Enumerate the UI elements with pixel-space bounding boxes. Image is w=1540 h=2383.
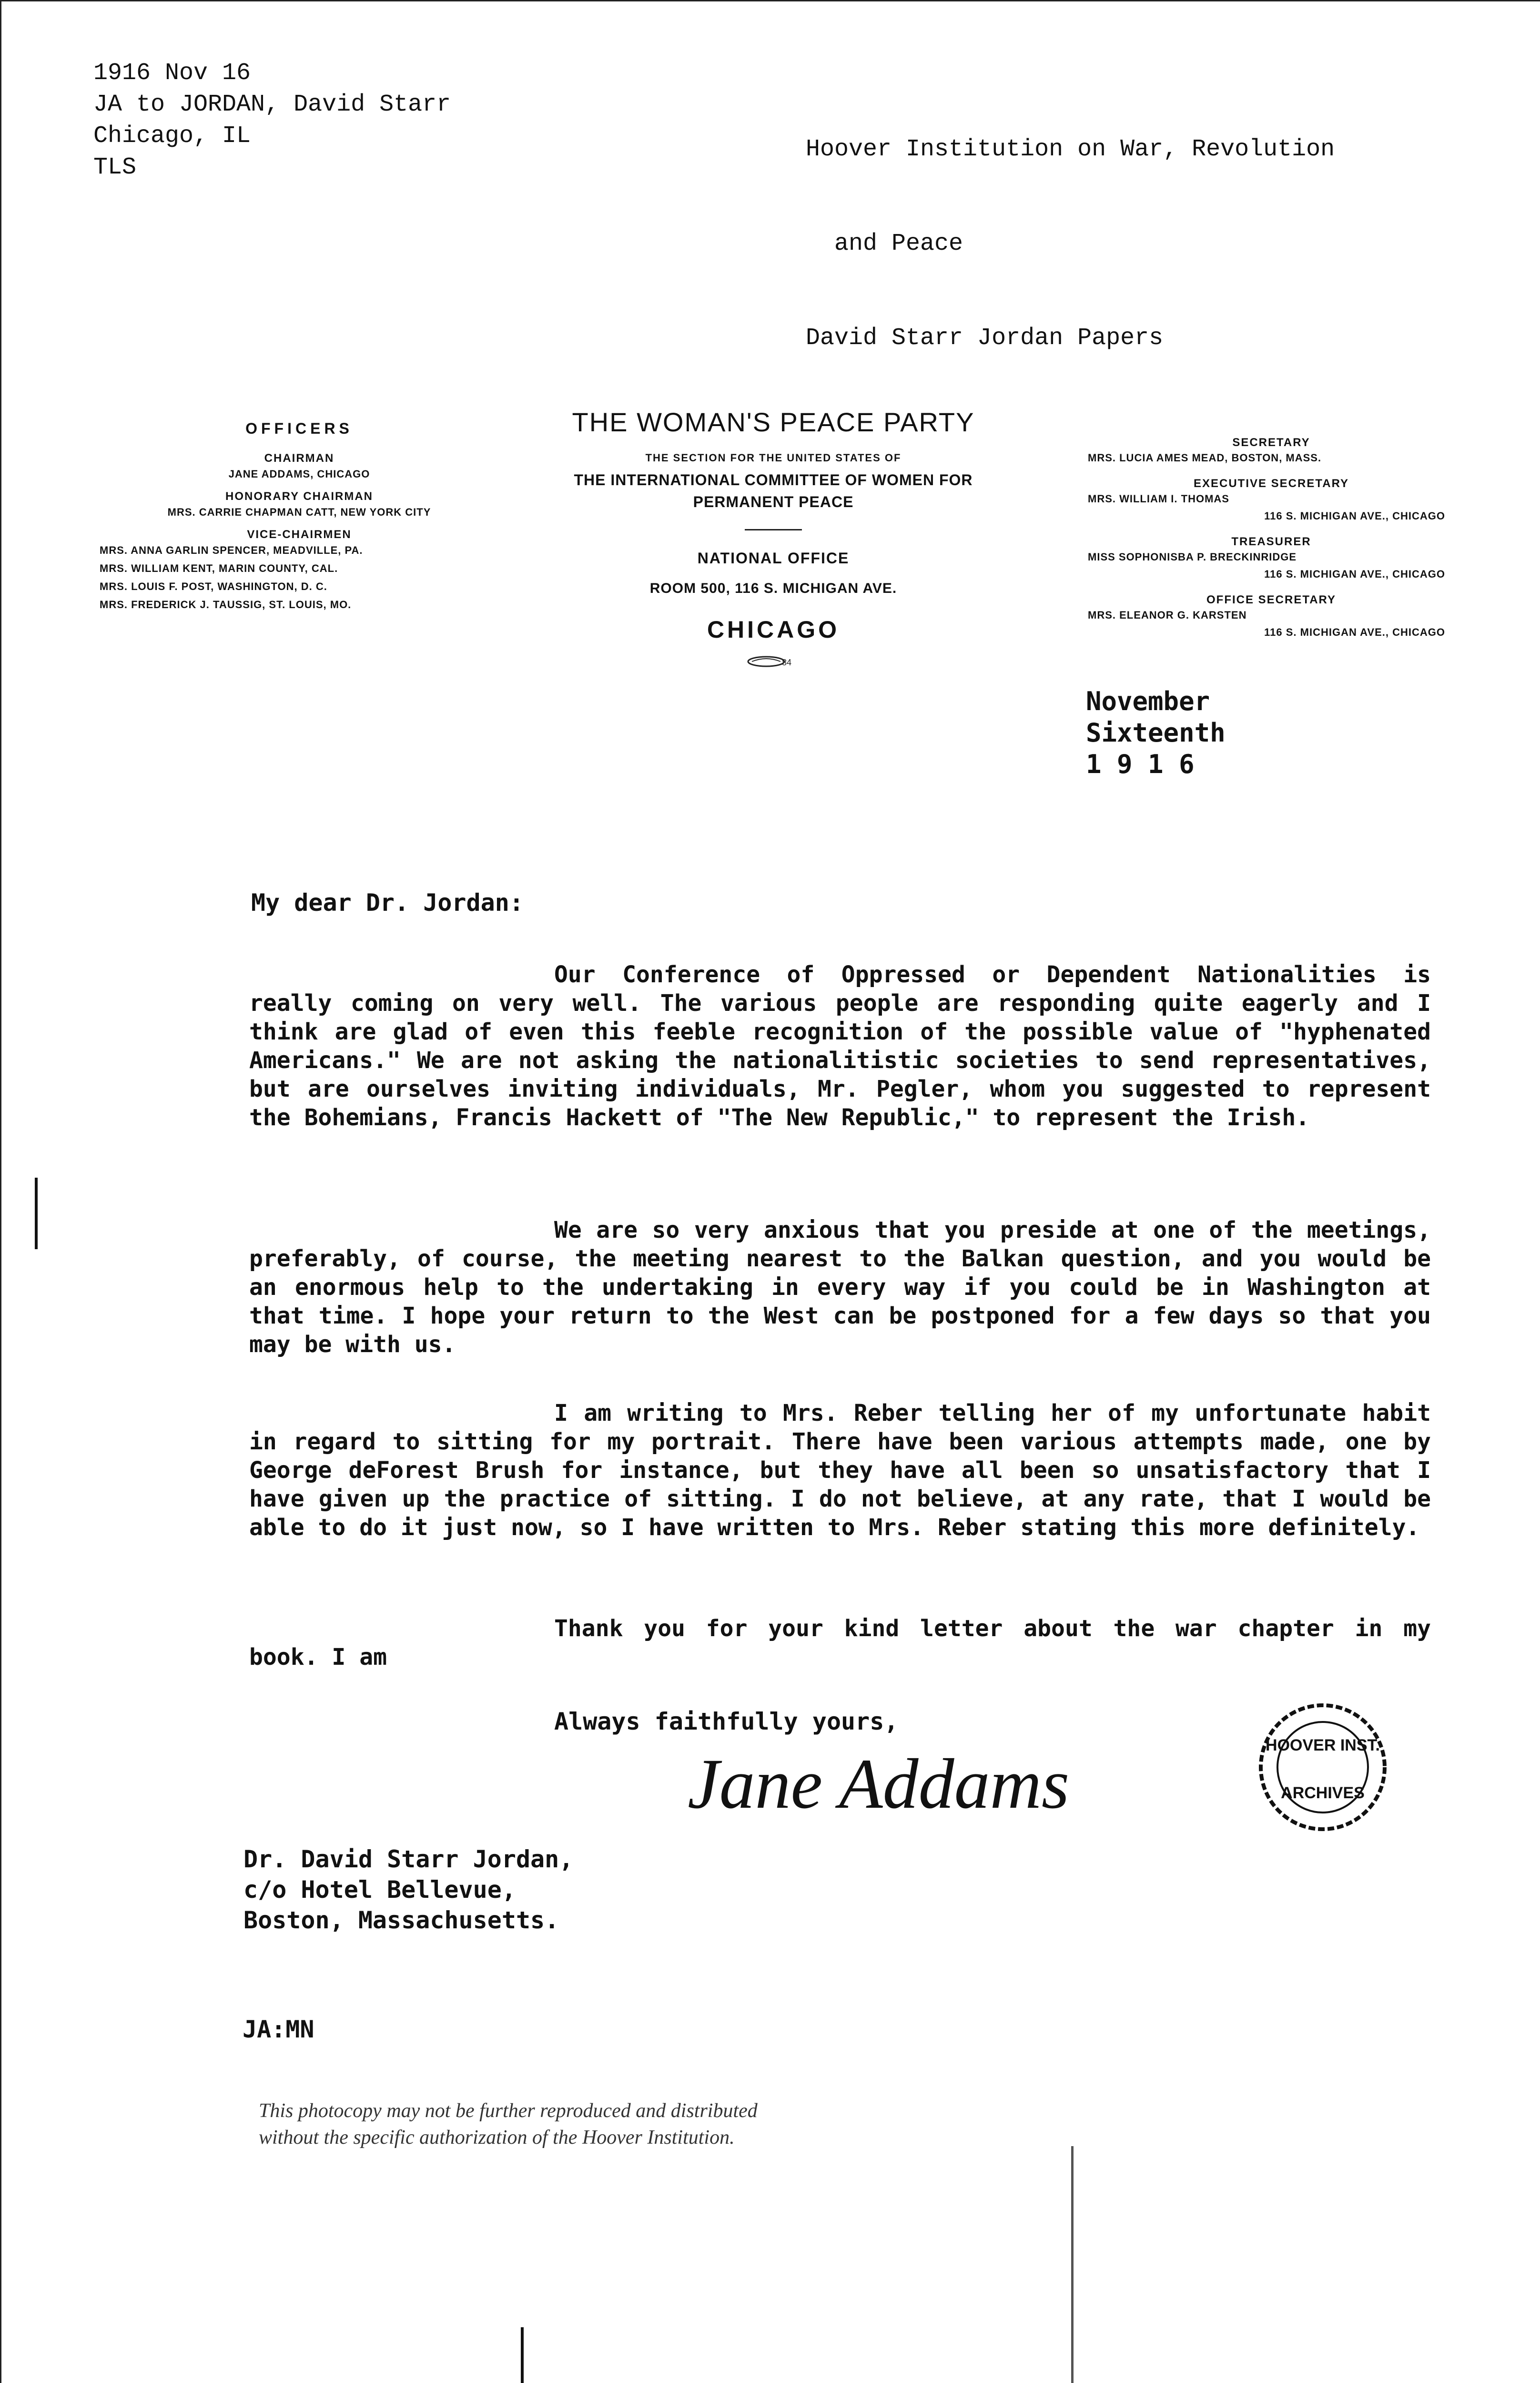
treasurer-label: TREASURER bbox=[1231, 535, 1311, 548]
letterhead-officers bbox=[92, 420, 507, 614]
executive-secretary-name: MRS. WILLIAM I. THOMAS bbox=[1088, 493, 1229, 505]
office-secretary-address: 116 S. MICHIGAN AVE., CHICAGO bbox=[1264, 626, 1445, 638]
signature-text: Jane Addams bbox=[688, 1744, 1070, 1823]
executive-secretary-label: EXECUTIVE SECRETARY bbox=[1193, 477, 1349, 490]
secretary-label: SECRETARY bbox=[1232, 436, 1310, 449]
chairman-name: JANE ADDAMS, CHICAGO bbox=[228, 468, 370, 480]
repository-line-3: David Starr Jordan Papers bbox=[806, 325, 1164, 352]
letter-date bbox=[1086, 686, 1226, 780]
signature bbox=[678, 1741, 1250, 1839]
section-line: THE SECTION FOR THE UNITED STATES OF bbox=[645, 452, 902, 464]
vice-chairmen-label: VICE-CHAIRMEN bbox=[247, 528, 352, 541]
paragraph-text: We are so very anxious that you preside at one of the meetings, preferably, of course, the meeting nearest to the Balkan question, and you would be an enormous help to the undertaking in every way if you could be in Washington at that time. I hope your return to the West can be postponed for a few days so that you may be with us. bbox=[249, 1217, 1431, 1358]
union-bug-icon bbox=[745, 652, 802, 671]
notice-line: This photocopy may not be further reproduced and distributed bbox=[259, 2100, 758, 2122]
letterhead-staff bbox=[1088, 426, 1455, 641]
recipient-address bbox=[243, 1844, 573, 1935]
catalog-place: Chicago, IL bbox=[93, 122, 251, 150]
closing: Always faithfully yours, bbox=[554, 1708, 899, 1735]
catalog-correspondents: JA to JORDAN, David Starr bbox=[93, 91, 451, 118]
body-paragraph bbox=[249, 1399, 1431, 1542]
vice-chairman: MRS. ANNA GARLIN SPENCER, MEADVILLE, PA. bbox=[100, 544, 363, 556]
margin-mark bbox=[35, 1178, 38, 1249]
executive-secretary-address: 116 S. MICHIGAN AVE., CHICAGO bbox=[1264, 510, 1445, 522]
honorary-chairman-label: HONORARY CHAIRMAN bbox=[225, 490, 373, 503]
date-month: November bbox=[1086, 686, 1210, 716]
treasurer-address: 116 S. MICHIGAN AVE., CHICAGO bbox=[1264, 568, 1445, 580]
committee-line-1: THE INTERNATIONAL COMMITTEE OF WOMEN FOR bbox=[574, 471, 973, 489]
honorary-chairman-name: MRS. CARRIE CHAPMAN CATT, NEW YORK CITY bbox=[167, 506, 431, 518]
paragraph-text: Thank you for your kind letter about the war chapter in my book. I am bbox=[249, 1615, 1431, 1670]
body-paragraph bbox=[249, 960, 1431, 1132]
paragraph-text: Our Conference of Oppressed or Dependent Nationalities is really coming on very well. The various people are responding quite eagerly and I think are glad of even this feeble recognition of the possible value of "hyphenated Americans." We are not asking the nationalitistic societies to send representatives, but are ourselves inviting individuals, Mr. Pegler, whom you suggested to represent the Bohemians, Francis Hackett of "The New Republic," to represent the Irish. bbox=[249, 961, 1431, 1131]
archive-stamp bbox=[1254, 1698, 1392, 1839]
salutation: My dear Dr. Jordan: bbox=[251, 889, 524, 917]
office-city: CHICAGO bbox=[707, 616, 840, 643]
stamp-top-text: HOOVER INST. bbox=[1266, 1736, 1380, 1754]
union-bug-number: 84 bbox=[782, 658, 792, 667]
date-day: Sixteenth bbox=[1086, 718, 1226, 748]
office-secretary-name: MRS. ELEANOR G. KARSTEN bbox=[1088, 609, 1247, 621]
treasurer-name: MISS SOPHONISBA P. BRECKINRIDGE bbox=[1088, 551, 1297, 563]
recipient-line: Boston, Massachusetts. bbox=[243, 1906, 559, 1934]
repository-line-2: and Peace bbox=[806, 230, 963, 257]
union-bug bbox=[511, 652, 1035, 673]
vice-chairman: MRS. WILLIAM KENT, MARIN COUNTY, CAL. bbox=[100, 562, 338, 574]
vice-chairman: MRS. LOUIS F. POST, WASHINGTON, D. C. bbox=[100, 580, 327, 592]
date-year: 1 9 1 6 bbox=[1086, 749, 1195, 779]
office-secretary-label: OFFICE SECRETARY bbox=[1206, 593, 1336, 606]
chairman-label: CHAIRMAN bbox=[264, 452, 334, 465]
stamp-bottom-text: ARCHIVES bbox=[1281, 1784, 1365, 1802]
repository-line-1: Hoover Institution on War, Revolution bbox=[806, 136, 1335, 163]
body-paragraph bbox=[249, 1216, 1431, 1359]
paragraph-text: I am writing to Mrs. Reber telling her of my unfortunate habit in regard to sitting for my portrait. There have been various attempts made, one by George deForest Brush for instance, but they have all been so unsatisfactory that I have given up the practice of sitting. I do not believe, at any rate, that I would be able to do it just now, so I have written to Mrs. Reber stating this more definitely. bbox=[249, 1400, 1431, 1541]
fold-line bbox=[1071, 2146, 1074, 2383]
stamp-seal-icon bbox=[1254, 1698, 1392, 1836]
letterhead-divider bbox=[745, 529, 802, 530]
reproduction-notice bbox=[259, 2098, 758, 2151]
secretary-name: MRS. LUCIA AMES MEAD, BOSTON, MASS. bbox=[1088, 452, 1322, 464]
repository-header bbox=[806, 71, 1335, 417]
notice-line: without the specific authorization of the Hoover Institution. bbox=[259, 2127, 735, 2149]
office-address: ROOM 500, 116 S. MICHIGAN AVE. bbox=[649, 580, 897, 596]
national-office-label: NATIONAL OFFICE bbox=[697, 550, 850, 567]
catalog-header bbox=[93, 58, 451, 183]
recipient-line: Dr. David Starr Jordan, bbox=[243, 1845, 574, 1873]
catalog-date: 1916 Nov 16 bbox=[93, 60, 251, 87]
typist-initials: JA:MN bbox=[243, 2016, 314, 2043]
signature-graphic bbox=[678, 1741, 1250, 1836]
catalog-format: TLS bbox=[93, 154, 137, 181]
recipient-line: c/o Hotel Bellevue, bbox=[243, 1876, 516, 1904]
margin-mark bbox=[521, 2327, 524, 2383]
body-paragraph bbox=[249, 1614, 1431, 1671]
organization-name: THE WOMAN'S PEACE PARTY bbox=[572, 407, 975, 437]
letterhead-center bbox=[511, 407, 1035, 673]
vice-chairmen-list bbox=[92, 541, 507, 614]
officers-heading: OFFICERS bbox=[245, 420, 353, 437]
vice-chairman: MRS. FREDERICK J. TAUSSIG, ST. LOUIS, MO. bbox=[100, 599, 352, 611]
committee-line-2: PERMANENT PEACE bbox=[693, 493, 854, 510]
